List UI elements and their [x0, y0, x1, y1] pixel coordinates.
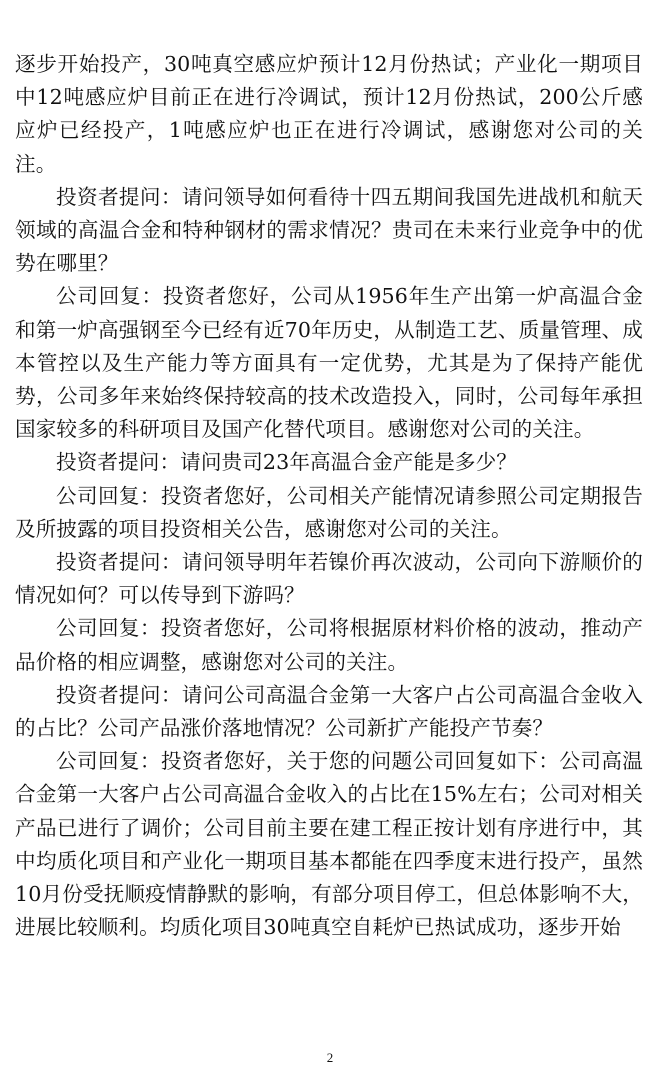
company-reply-2: 公司回复：投资者您好，公司相关产能情况请参照公司定期报告及所披露的项目投资相关公告，感谢您对公司的关注。	[15, 483, 643, 541]
company-reply-1: 公司回复：投资者您好，公司从1956年生产出第一炉高温合金和第一炉高强钢至今已经有近70年历史，从制造工艺、质量管理、成本管控以及生产能力等方面具有一定优势，尤其是为了保持产能优势，公司多年来始终保持较高的技术改造投入，同时，公司每年承担国家较多的科研项目及国产化替代项目。感谢您对公司的关注。	[15, 284, 643, 442]
investor-question-4: 投资者提问：请问公司高温合金第一大客户占公司高温合金收入的占比？公司产品涨价落地情况？公司新扩产能投产节奏？	[15, 682, 643, 741]
page-number: 2	[326, 1050, 334, 1065]
investor-question-1: 投资者提问：请问领导如何看待十四五期间我国先进战机和航天领域的高温合金和特种钢材的需求情况？贵司在未来行业竞争中的优势在哪里？	[15, 184, 643, 276]
document-body	[15, 48, 643, 944]
paragraph-continuation: 逐步开始投产，30吨真空感应炉预计12月份热试；产业化一期项目中12吨感应炉目前正在进行冷调试，预计12月份热试，200公斤感应炉已经投产，1吨感应炉也正在进行冷调试，感谢您对公司的关注。	[15, 52, 643, 176]
company-reply-3: 公司回复：投资者您好，公司将根据原材料价格的波动，推动产品价格的相应调整，感谢您对公司的关注。	[15, 616, 643, 674]
investor-question-3: 投资者提问：请问领导明年若镍价再次波动，公司向下游顺价的情况如何？可以传导到下游吗？	[15, 550, 643, 608]
company-reply-4: 公司回复：投资者您好，关于您的问题公司回复如下：公司高温合金第一大客户占公司高温合金收入的占比在15%左右；公司对相关产品已进行了调价；公司目前主要在建工程正按计划有序进行中，其中均质化项目和产业化一期项目基本都能在四季度末进行投产，虽然10月份受抚顺疫情静默的影响，有部分项目停工，但总体影响不大，进展比较顺利。均质化项目30吨真空自耗炉已热试成功，逐步开始	[15, 749, 643, 940]
investor-question-2: 投资者提问：请问贵司23年高温合金产能是多少？	[56, 450, 517, 475]
